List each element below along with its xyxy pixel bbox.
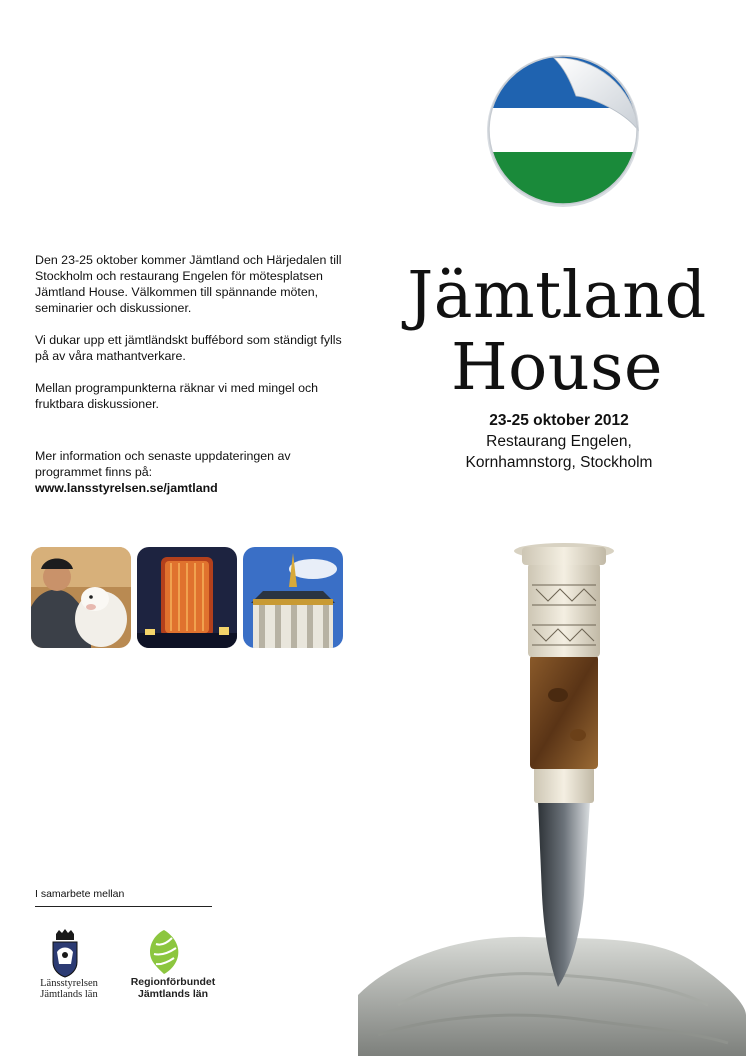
event-venue: Restaurang Engelen,: [486, 433, 632, 450]
more-info-text: Mer information och senaste uppdateringen av programmet finns på:: [35, 449, 291, 479]
photo-palace: [243, 547, 343, 648]
page-title: [398, 260, 716, 404]
logo1-line-2: Jämtlands län: [40, 989, 98, 1000]
website-link[interactable]: www.lansstyrelsen.se/jamtland: [35, 481, 218, 495]
partners-label: I samarbete mellan: [35, 888, 125, 900]
flag-sticker: [484, 50, 642, 210]
knife-illustration: [358, 535, 746, 1056]
logo1-line-1: Länsstyrelsen: [40, 978, 98, 989]
regionforbundet-logo: [128, 928, 218, 1000]
event-location: Kornhamnstorg, Stockholm: [465, 454, 653, 471]
event-dates: 23-25 oktober 2012: [489, 412, 629, 429]
logo2-line-2: Jämtlands län: [137, 988, 209, 1000]
photo-farmer-calf: [31, 547, 131, 648]
title-line-2: House: [450, 330, 663, 405]
photo-tower-night: [137, 547, 237, 648]
intro-text: [35, 252, 355, 512]
intro-paragraph-3: Mellan programpunkterna räknar vi med mingel och fruktbara diskussioner.: [35, 381, 319, 411]
intro-paragraph-2: Vi dukar upp ett jämtländskt buffébord som ständigt fylls på av våra mathantverkare.: [35, 333, 342, 363]
intro-paragraph-1: Den 23-25 oktober kommer Jämtland och Härjedalen till Stockholm och restaurang Engelen för mötesplatsen Jämtland House. Välkommen till spännande möten, seminarier och diskussioner.: [35, 253, 342, 315]
lansstyrelsen-logo: [34, 928, 104, 1000]
partners-divider: [35, 906, 212, 907]
crest-icon: [50, 928, 80, 978]
title-line-1: Jämtland: [407, 258, 707, 333]
photo-strip: [31, 547, 343, 648]
event-details: [430, 410, 688, 473]
intro-paragraph-4: [35, 448, 355, 496]
leaf-icon: [146, 928, 182, 976]
logo2-line-1: Regionförbundet: [130, 976, 216, 988]
